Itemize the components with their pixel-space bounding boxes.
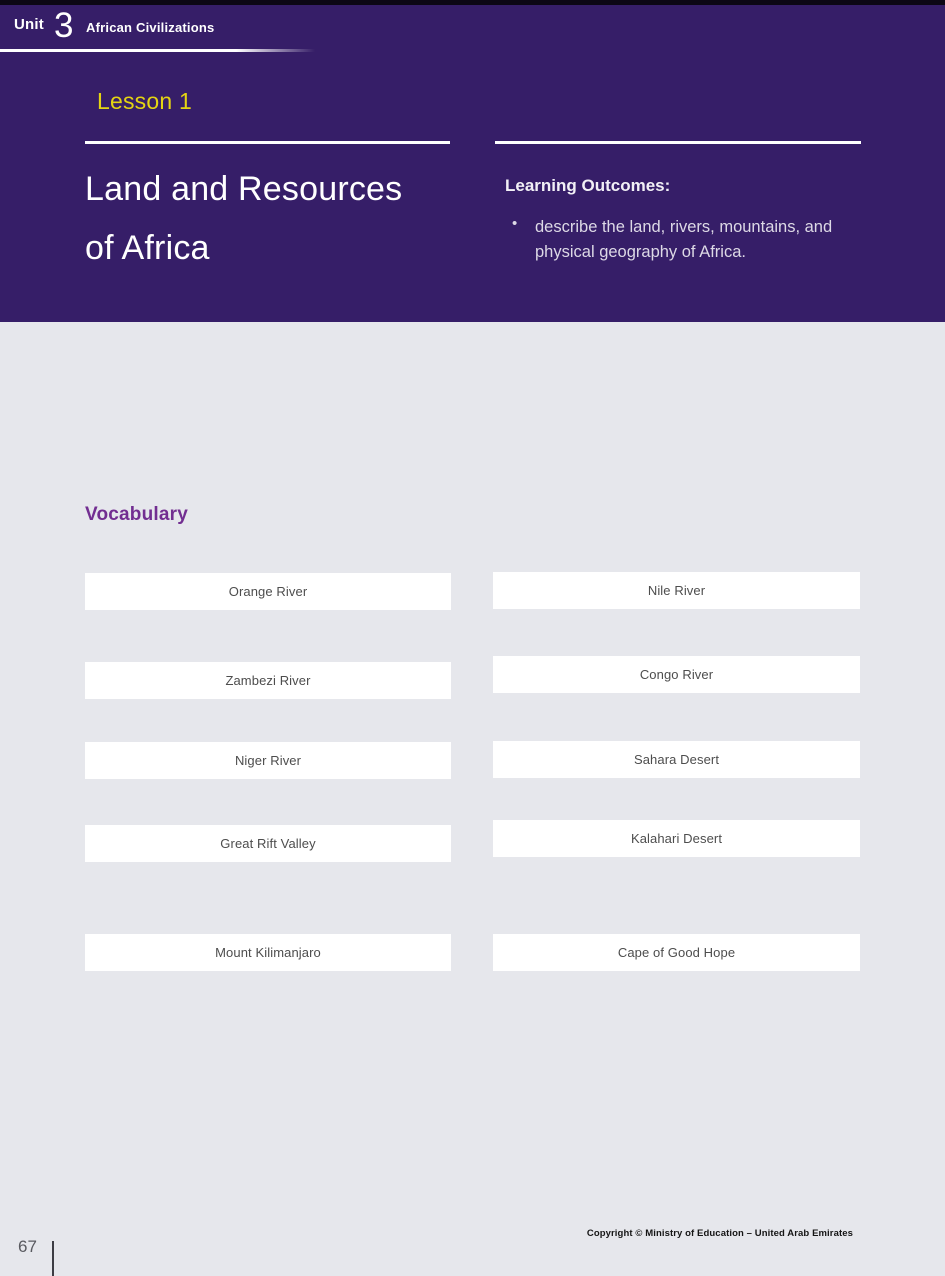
copyright-notice: Copyright © Ministry of Education – United Arab Emirates [586,1228,853,1239]
vocab-card-congo-river [493,656,860,693]
vocabulary-heading: Vocabulary [85,504,189,525]
top-edge-strip [0,0,945,5]
unit-title: African Civilizations [86,20,215,35]
vocab-label: Congo River [639,667,714,682]
unit-number: 3 [54,6,74,45]
vocab-label: Mount Kilimanjaro [215,945,321,960]
vocab-card-nile-river [493,572,860,609]
vocab-label: Orange River [228,584,308,599]
page-number-divider [52,1241,54,1276]
lesson-label: Lesson 1 [97,88,192,114]
header-divider-line [0,49,315,52]
vocab-card-orange-river [85,573,451,610]
vocab-card-great-rift-valley [85,825,451,862]
vocab-label: Cape of Good Hope [617,945,736,960]
vocab-card-sahara-desert [493,741,860,778]
page-title-line1: Land and Resources [85,170,403,208]
vocab-label: Nile River [647,583,706,598]
vocab-label: Niger River [234,753,302,768]
vocab-card-mount-kilimanjaro [85,934,451,971]
vocab-label: Kalahari Desert [630,831,723,846]
vocab-card-kalahari-desert [493,820,860,857]
vocab-label: Zambezi River [225,673,311,688]
unit-label: Unit [14,16,44,33]
vocab-label: Sahara Desert [633,752,720,767]
learning-outcomes-heading: Learning Outcomes: [505,176,671,195]
outcomes-rule [495,141,861,144]
vocab-card-cape-of-good-hope [493,934,860,971]
page-title [85,160,465,278]
vocab-label: Great Rift Valley [220,836,316,851]
page-title-line2: of Africa [85,229,210,267]
vocab-card-niger-river [85,742,451,779]
vocab-card-zambezi-river [85,662,451,699]
title-rule [85,141,450,144]
hero-banner [0,0,945,322]
bullet-icon: • [512,215,518,232]
page-number: 67 [18,1237,37,1256]
learning-outcome-item: describe the land, rivers, mountains, and physical geography of Africa. [535,218,833,261]
